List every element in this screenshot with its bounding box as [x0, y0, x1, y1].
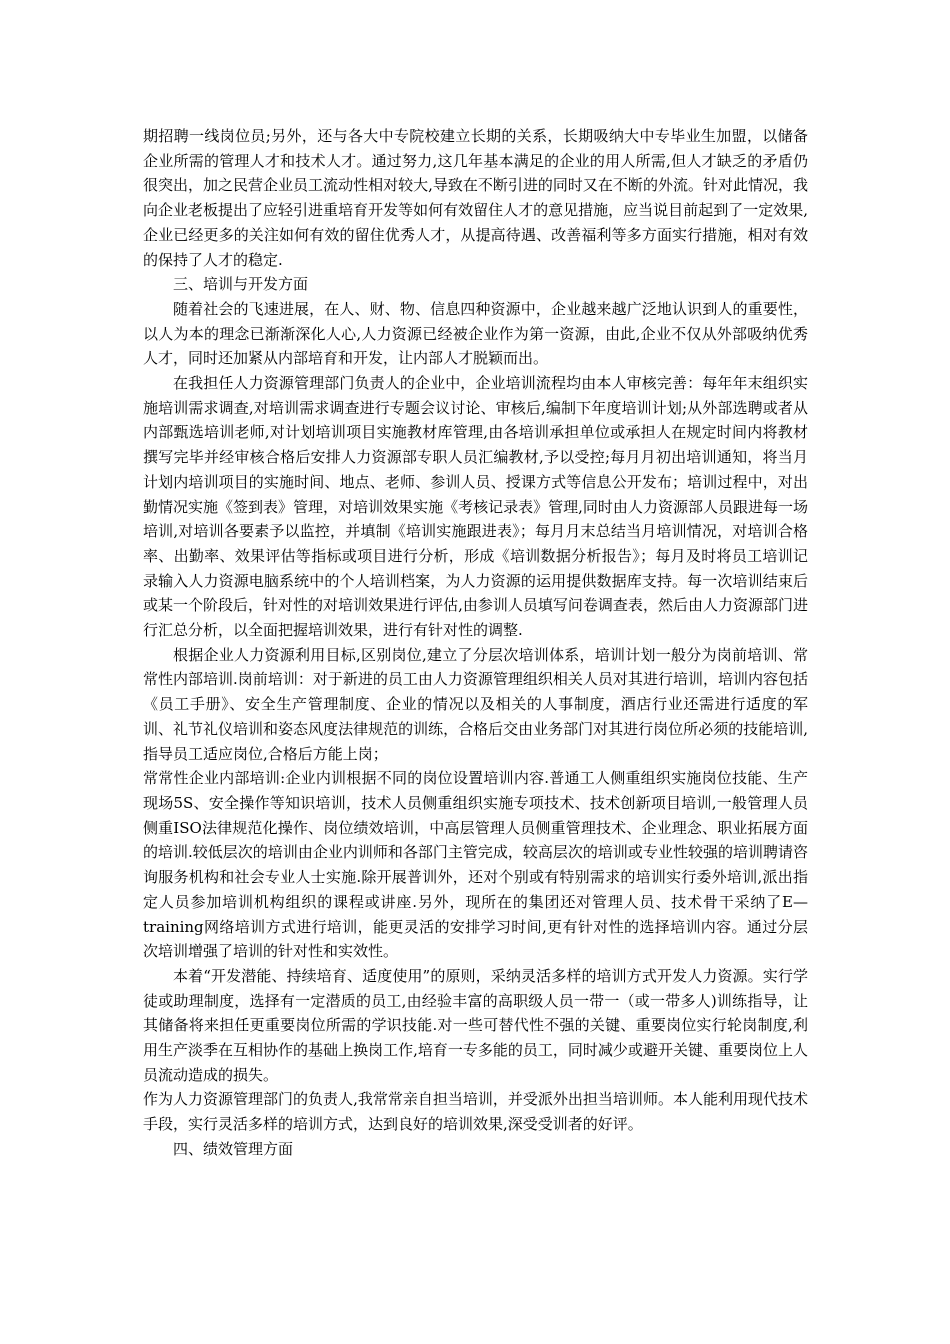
body-paragraph: 期招聘一线岗位员;另外，还与各大中专院校建立长期的关系，长期吸纳大中专毕业生加盟，以储备企业所需的管理人才和技术人才。通过努力,这几年基本满足的企业的用人所需,但人才缺乏的矛盾仍很突出，加之民营企业员工流动性相对较大,导致在不断引进的同时又在不断的外流。针对此情况，我向企业老板提出了应轻引进重培育开发等如何有效留住人才的意见措施，应当说目前起到了一定效果,企业已经更多的关注如何有效的留住优秀人才，从提高待遇、改善福利等多方面实行措施，相对有效的保持了人才的稳定. [143, 127, 808, 269]
body-paragraph: 在我担任人力资源管理部门负责人的企业中，企业培训流程均由本人审核完善：每年年末组织实施培训需求调查,对培训需求调查进行专题会议讨论、审核后,编制下年度培训计划;从外部选聘或者从内部甄选培训老师,对计划培训项目实施教材库管理,由各培训承担单位或承担人在规定时间内将教材撰写完毕并经审核合格后安排人力资源部专职人员汇编教材,予以受控;每月月初出培训通知，将当月计划内培训项目的实施时间、地点、老师、参训人员、授课方式等信息公开发布；培训过程中，对出勤情况实施《签到表》管理，对培训效果实施《考核记录表》管理,同时由人力资源部人员跟进每一场培训,对培训各要素予以监控，并填制《培训实施跟进表》；每月月末总结当月培训情况，对培训合格率、出勤率、效果评估等指标或项目进行分析，形成《培训数据分析报告》；每月及时将员工培训记录输入人力资源电脑系统中的个人培训档案，为人力资源的运用提供数据库支持。每一次培训结束后或某一个阶段后，针对性的对培训效果进行评估,由参训人员填写问卷调查表，然后由人力资源部门进行汇总分析，以全面把握培训效果，进行有针对性的调整. [143, 374, 808, 640]
document-page [143, 124, 808, 1162]
body-paragraph: 根据企业人力资源利用目标,区别岗位,建立了分层次培训体系，培训计划一般分为岗前培训、常常性内部培训.岗前培训：对于新进的员工由人力资源管理组织相关人员对其进行培训，培训内容包括《员工手册》、安全生产管理制度、企业的情况以及相关的人事制度，酒店行业还需进行适度的军训、礼节礼仪培训和姿态风度法律规范的训练，合格后交由业务部门对其进行岗位所必须的技能培训,指导员工适应岗位,合格后方能上岗； [143, 645, 808, 763]
body-paragraph: 作为人力资源管理部门的负责人,我常常亲自担当培训，并受派外出担当培训师。本人能利用现代技术手段，实行灵活多样的培训方式，达到良好的培训效果,深受受训者的好评。 [143, 1090, 808, 1134]
body-paragraph: 常常性企业内部培训:企业内训根据不同的岗位设置培训内容.普通工人侧重组织实施岗位技能、生产现场5S、安全操作等知识培训，技术人员侧重组织实施专项技术、技术创新项目培训,一般管理人员侧重ISO法律规范化操作、岗位绩效培训，中高层管理人员侧重管理技术、企业理念、职业拓展方面的培训.较低层次的培训由企业内训师和各部门主管完成，较高层次的培训或专业性较强的培训聘请咨询服务机构和社会专业人士实施.除开展普训外，还对个别或有特别需求的培训实行委外培训,派出指定人员参加培训机构组织的课程或讲座.另外，现所在的集团还对管理人员、技术骨干采纳了E—training网络培训方式进行培训，能更灵活的安排学习时间,更有针对性的选择培训内容。通过分层次培训增强了培训的针对性和实效性。 [143, 769, 808, 961]
section-heading-training: 三、培训与开发方面 [173, 275, 309, 294]
body-paragraph: 本着“开发潜能、持续培育、适度使用”的原则，采纳灵活多样的培训方式开发人力资源。实行学徒或助理制度，选择有一定潜质的员工,由经验丰富的高职级人员一带一（或一带多人)训练指导，让其储备将来担任更重要岗位所需的学识技能.对一些可替代性不强的关键、重要岗位实行轮岗制度,利用生产淡季在互相协作的基础上换岗工作,培育一专多能的员工，同时减少或避开关键、重要岗位上人员流动造成的损失。 [143, 966, 808, 1084]
section-heading-performance: 四、绩效管理方面 [173, 1139, 294, 1158]
body-paragraph: 随着社会的飞速进展，在人、财、物、信息四种资源中，企业越来越广泛地认识到人的重要性，以人为本的理念已渐渐深化人心,人力资源已经被企业作为第一资源，由此,企业不仅从外部吸纳优秀人才，同时还加紧从内部培育和开发，让内部人才脱颖而出。 [143, 299, 808, 368]
